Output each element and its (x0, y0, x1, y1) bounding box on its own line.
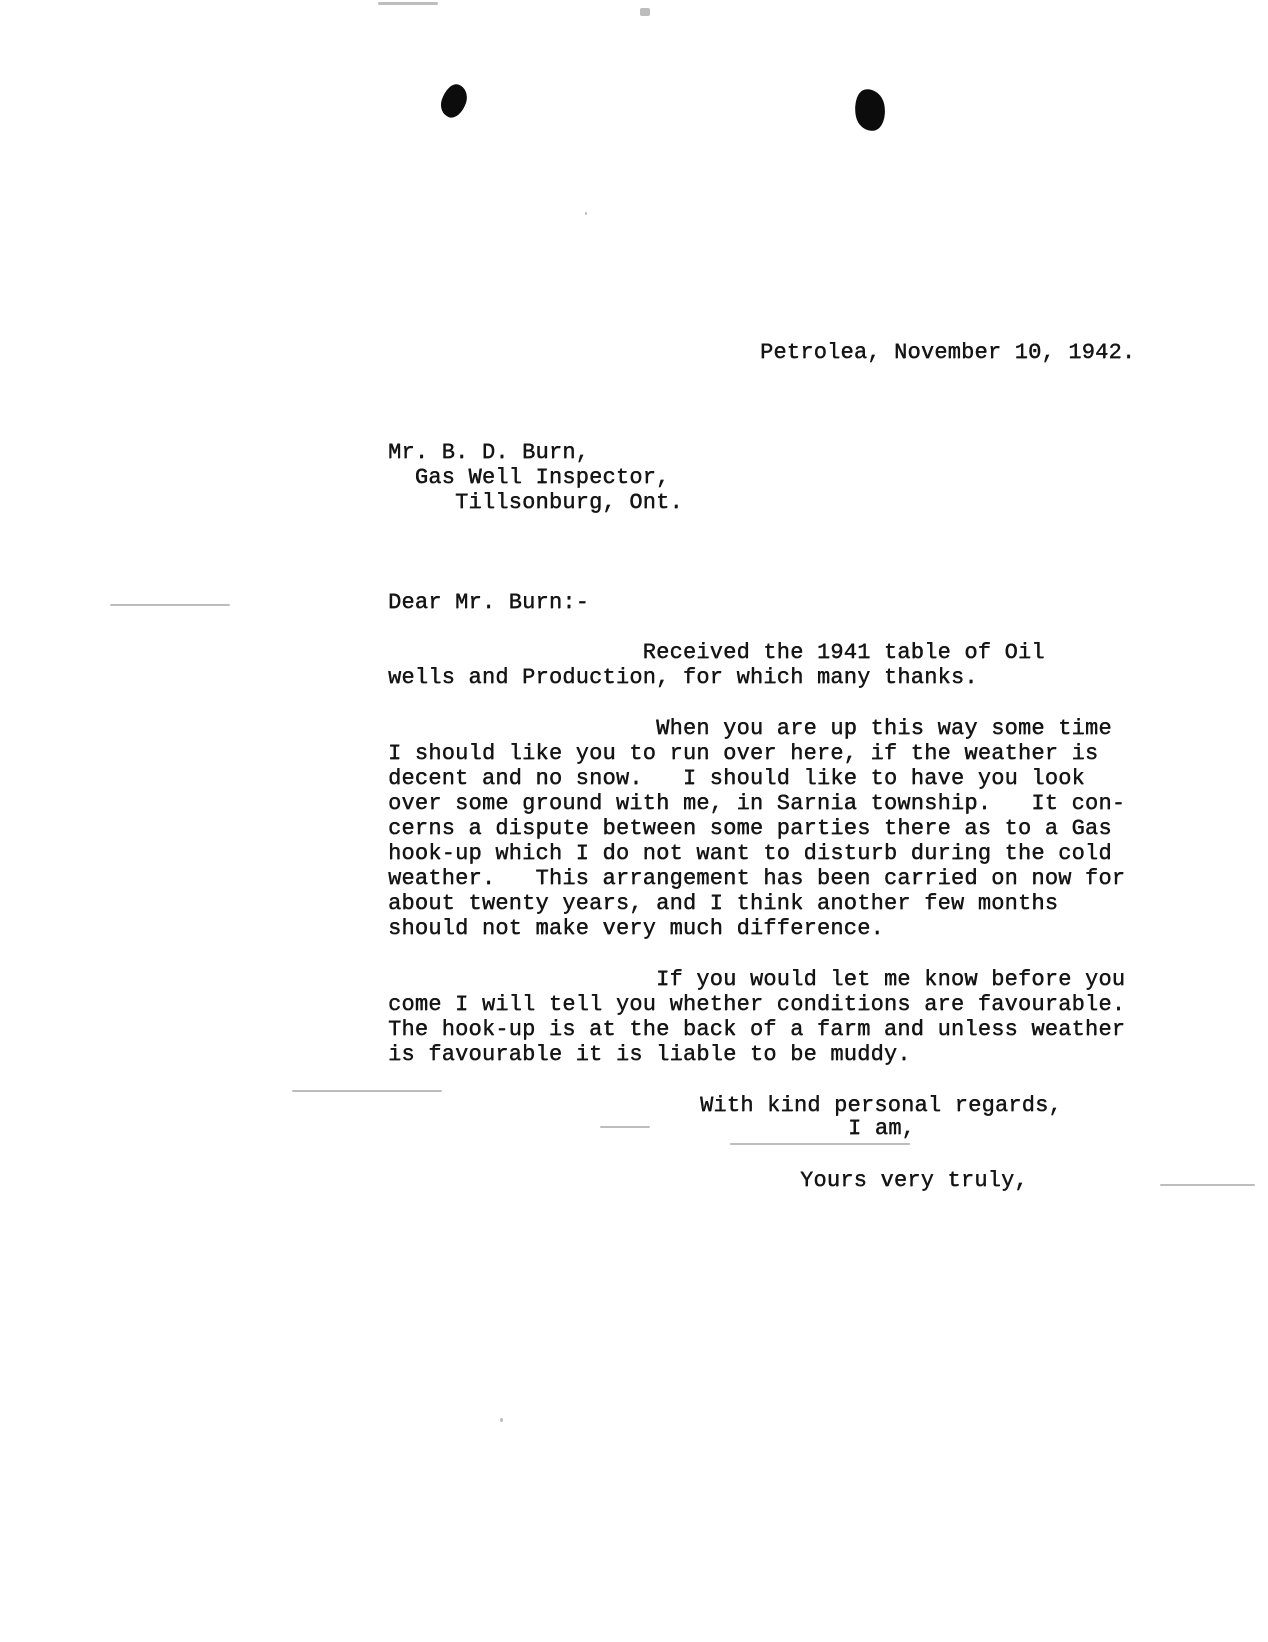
closing-regards: With kind personal regards, (700, 1093, 1062, 1118)
scan-speck (500, 1418, 503, 1422)
paragraph-2: When you are up this way some time I should like you to run over here, if the weather is decent and no snow. I should like to have you look over some ground with me, in Sarnia township. It con- cerns a dispute between some parties there as to a Gas hook-up which I do not want to disturb during the cold weather. This arrangement has been carried on now for about twenty years, and I think another few months should not make very much difference. (388, 716, 1126, 941)
closing-sign-off: Yours very truly, (800, 1168, 1028, 1193)
scan-speck (640, 8, 650, 16)
punch-hole-right (852, 87, 889, 134)
scan-speck (1160, 1184, 1255, 1186)
recipient-city: Tillsonburg, Ont. (388, 490, 683, 515)
recipient-name: Mr. B. D. Burn, (388, 440, 590, 465)
recipient-title: Gas Well Inspector, (388, 465, 670, 490)
scan-speck (730, 1143, 910, 1145)
punch-hole-left (437, 81, 470, 121)
scan-speck (600, 1126, 650, 1128)
closing-i-am: I am, (848, 1116, 916, 1141)
recipient-address (388, 440, 683, 515)
salutation: Dear Mr. Burn:- (388, 590, 590, 615)
paragraph-1: Received the 1941 table of Oil wells and Production, for which many thanks. (388, 640, 1045, 690)
scan-speck (110, 604, 230, 606)
scan-speck (378, 2, 438, 5)
scan-speck (292, 1090, 442, 1092)
place-date: Petrolea, November 10, 1942. (760, 340, 1136, 365)
scan-speck (585, 212, 587, 215)
paragraph-3: If you would let me know before you come I will tell you whether conditions are favourable. The hook-up is at the back of a farm and unless weather is favourable it is liable to be muddy. (388, 967, 1126, 1067)
